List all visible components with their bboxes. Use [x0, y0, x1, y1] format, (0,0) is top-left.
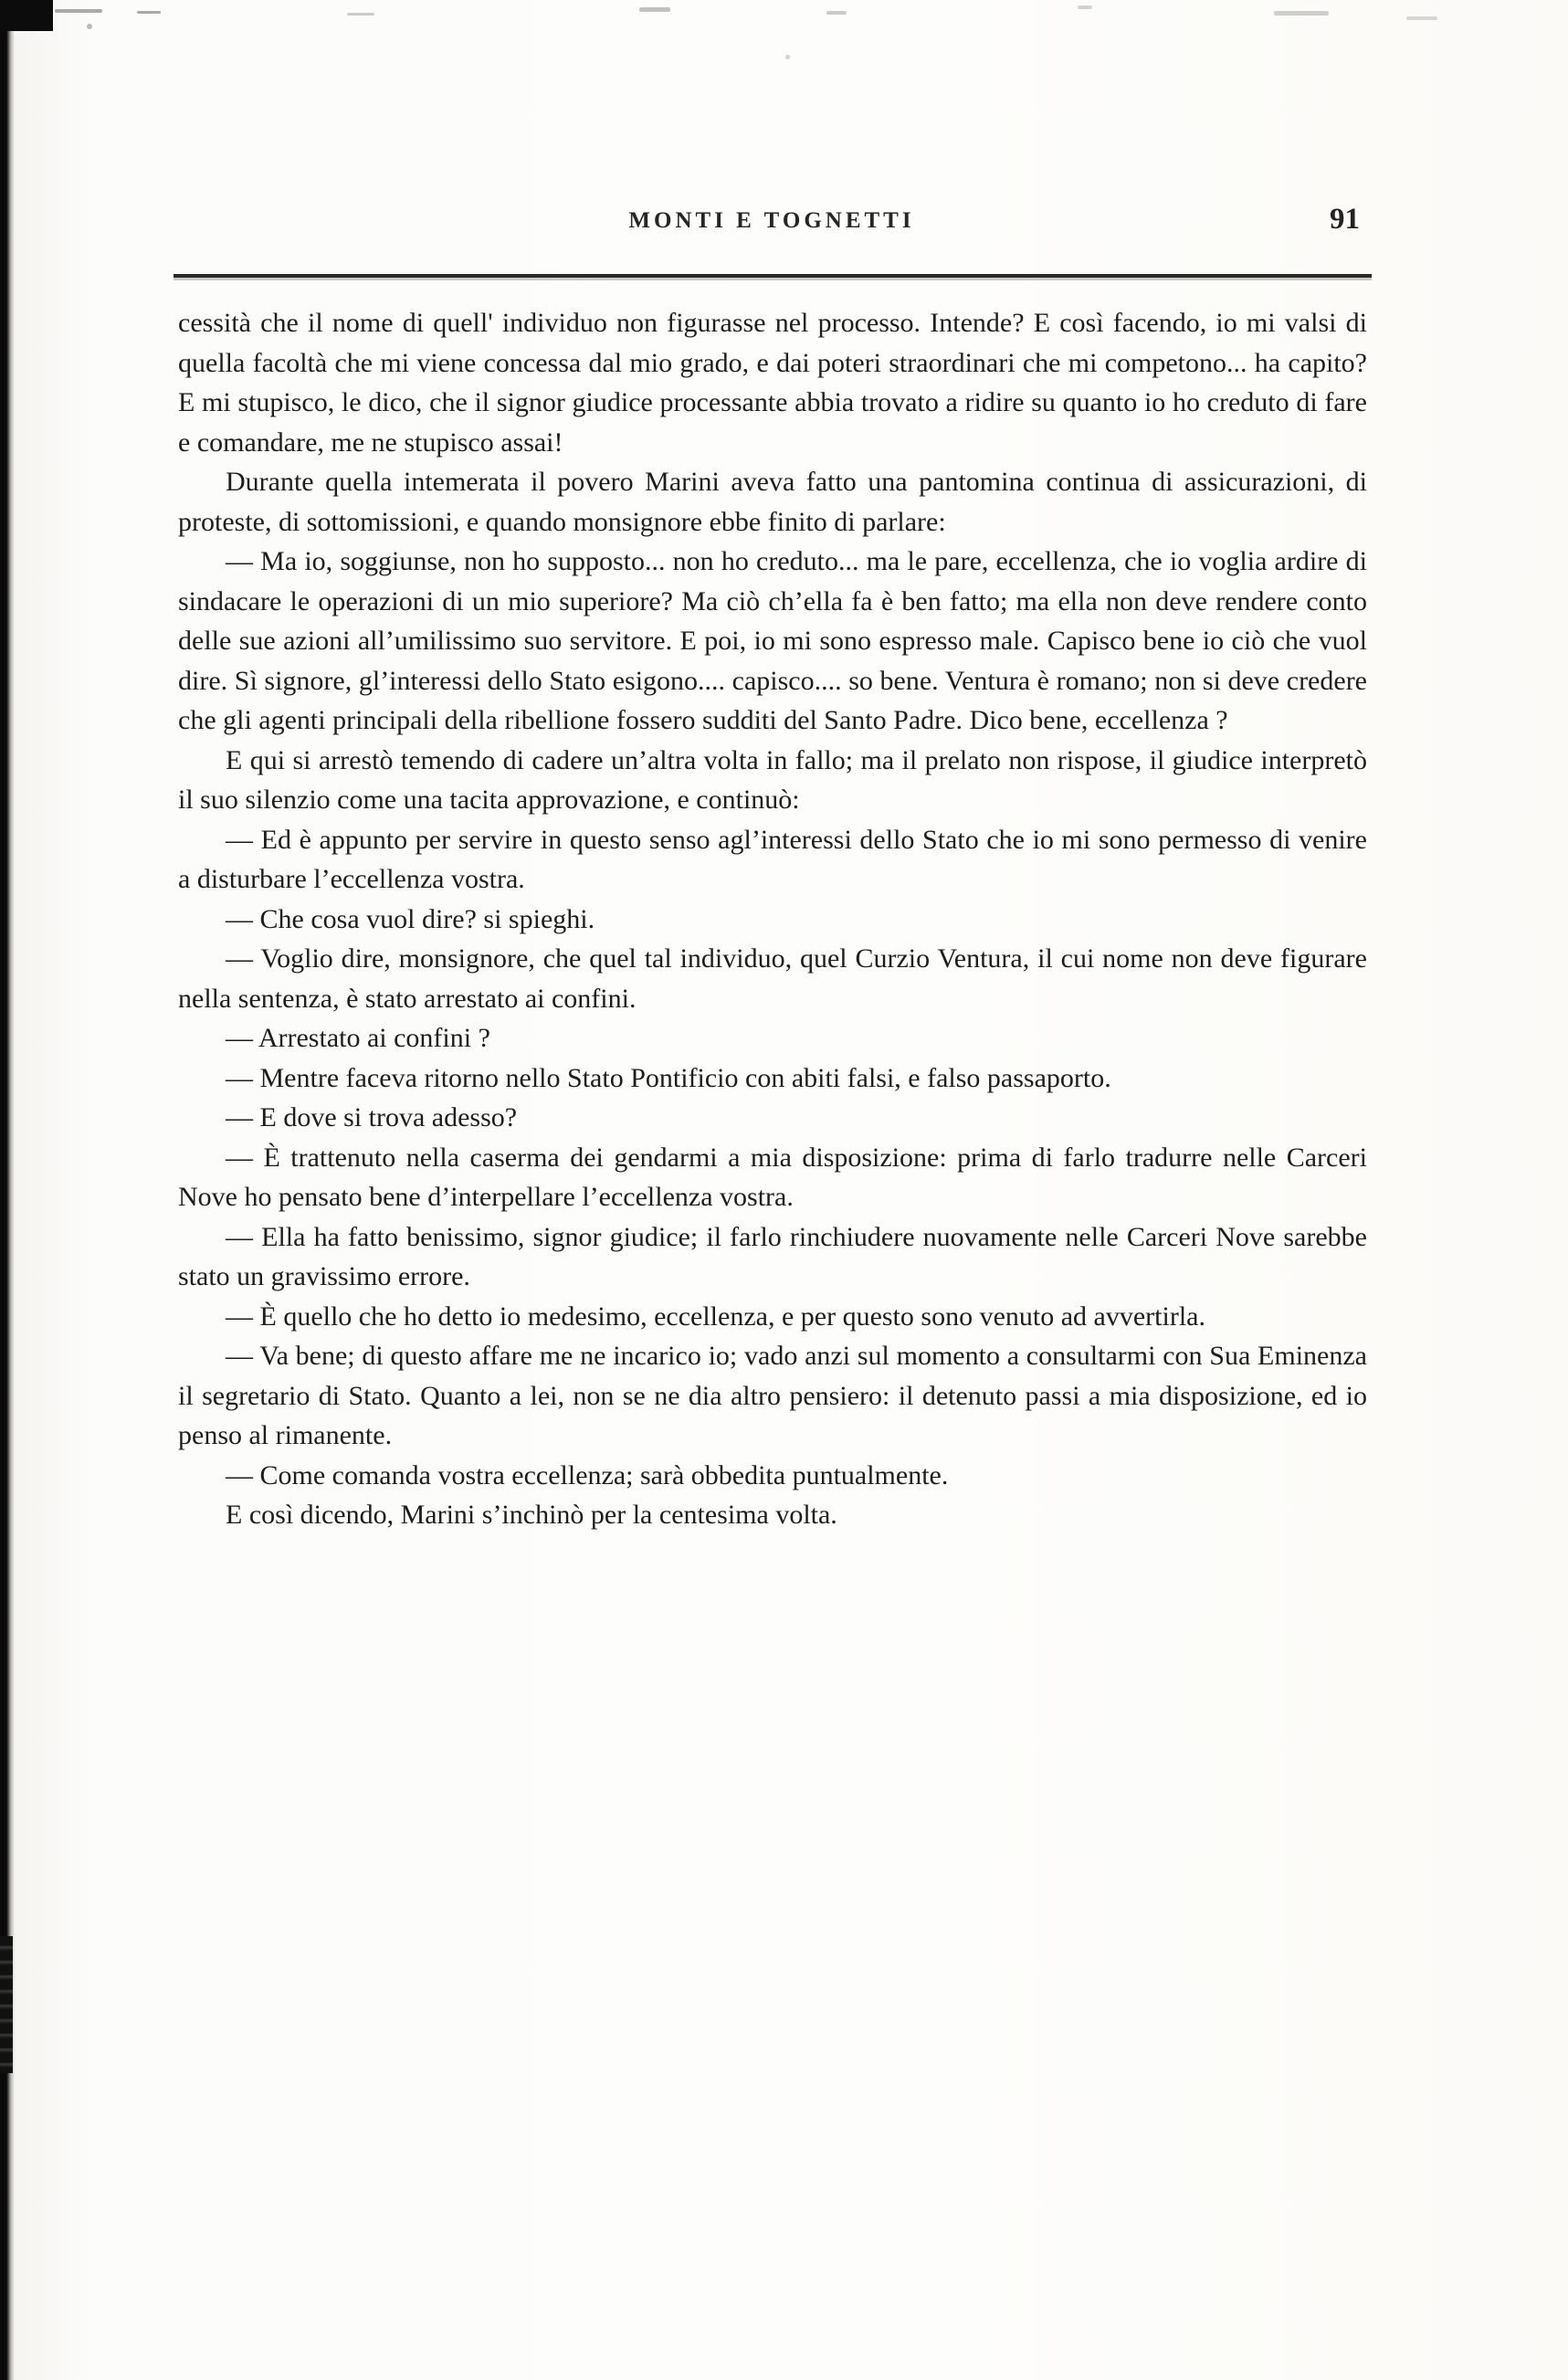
paragraph: E così dicendo, Marini s’inchinò per la centesima volta.	[226, 1500, 837, 1530]
paragraph: cessità che il nome di quell' individuo non figurasse nel processo. Intende? E così facendo, io mi valsi di quella facoltà che mi viene concessa dal mio grado, e dai poteri straordinari che mi competono... ha capito? E mi stupisco, le dico, che il signor giudice processante abbia trovato a ridire su quanto io ho creduto di fare e comandare, me ne stupisco assai!	[178, 308, 1367, 458]
running-head-title: MONTI E TOGNETTI	[628, 208, 915, 233]
paragraph: — Ed è appunto per servire in questo senso agl’interessi dello Stato che io mi sono permesso di venire a disturbare l’eccellenza vostra.	[178, 824, 1367, 894]
scan-artifact-corner	[0, 0, 53, 31]
paragraph: — Voglio dire, monsignore, che quel tal individuo, quel Curzio Ventura, il cui nome non deve figurare nella sentenza, è stato arrestato ai confini.	[178, 943, 1367, 1014]
paragraph: — E dove si trova adesso?	[226, 1102, 518, 1132]
running-head	[178, 203, 1365, 245]
scan-artifact-mark	[0, 1936, 13, 2073]
paragraph: — Arrestato ai confini ?	[226, 1023, 490, 1053]
paragraph: Durante quella intemerata il povero Marini aveva fatto una pantomina continua di assicurazioni, di proteste, di sottomissioni, e quando monsignore ebbe finito di parlare:	[178, 467, 1367, 537]
paragraph: — Mentre faceva ritorno nello Stato Pontificio con abiti falsi, e falso passaporto.	[226, 1062, 1111, 1093]
text-block	[178, 303, 1367, 1535]
paragraph: — È trattenuto nella caserma dei gendarmi a mia disposizione: prima di farlo tradurre nelle Carceri Nove ho pensato bene d’interpellare l’eccellenza vostra.	[178, 1142, 1367, 1212]
header-rule	[174, 274, 1372, 278]
paragraph: — Ella ha fatto benissimo, signor giudice; il farlo rinchiudere nuovamente nelle Carceri Nove sarebbe stato un gravissimo errore.	[178, 1221, 1367, 1291]
paragraph: — Va bene; di questo affare me ne incarico io; vado anzi sul momento a consultarmi con Sua Eminenza il segretario di Stato. Quanto a lei, non se ne dia altro pensiero: il detenuto passi a mia disposizione, ed io penso al rimanente.	[178, 1341, 1367, 1450]
paragraph: — È quello che ho detto io medesimo, eccellenza, e per questo sono venuto ad avvertirla.	[226, 1301, 1205, 1332]
paragraph: — Ma io, soggiunse, non ho supposto... non ho creduto... ma le pare, eccellenza, che io voglia ardire di sindacare le operazioni di un mio superiore? Ma ciò ch’ella fa è ben fatto; ma ella non deve rendere conto delle sue azioni all’umilissimo suo servitore. E poi, io mi sono espresso male. Capisco bene io ciò che vuol dire. Sì signore, gl’interessi dello Stato esigono.... capisco.... so bene. Ventura è romano; non si deve credere che gli agenti principali della ribellione fossero sudditi del Santo Padre. Dico bene, eccellenza ?	[178, 546, 1367, 735]
paragraph: — Come comanda vostra eccellenza; sarà obbedita puntualmente.	[226, 1459, 949, 1490]
page-number: 91	[1330, 203, 1360, 236]
paragraph: E qui si arrestò temendo di cadere un’altra volta in fallo; ma il prelato non rispose, il giudice interpretò il suo silenzio come una tacita approvazione, e continuò:	[178, 744, 1367, 815]
paragraph: — Che cosa vuol dire? si spieghi.	[226, 903, 595, 934]
